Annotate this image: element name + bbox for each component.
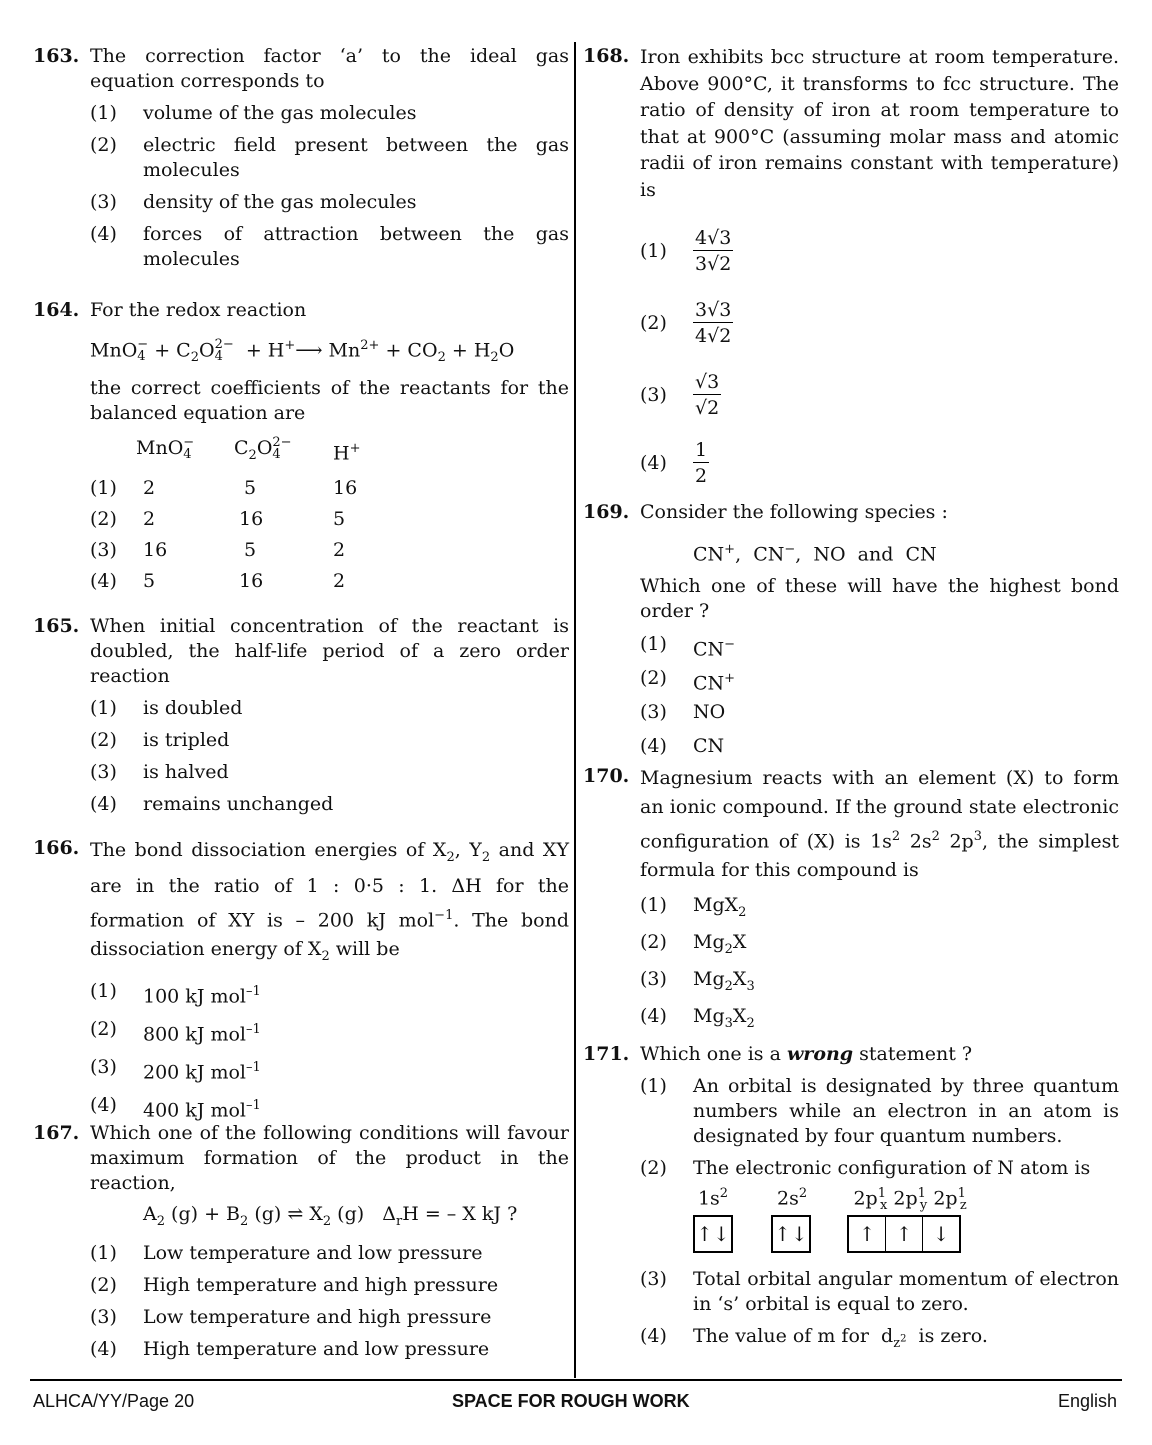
question-number: 168. bbox=[583, 45, 630, 67]
option-2: (2) CN+ bbox=[640, 667, 736, 695]
question-171 bbox=[583, 1042, 1119, 1356]
question-stem: For the redox reaction bbox=[90, 299, 307, 321]
option-2: (2) electric field present between the gas molecules bbox=[90, 134, 569, 181]
option-3: (3) $Mg_2X_3$ bbox=[640, 968, 755, 995]
question-stem: The correction factor ‘a’ to the ideal gas equation corresponds to bbox=[90, 45, 569, 92]
option-4: (4) remains unchanged bbox=[90, 793, 334, 815]
question-165 bbox=[33, 614, 569, 836]
question-170 bbox=[583, 764, 1119, 1042]
language-label: English bbox=[1058, 1391, 1118, 1411]
option-3: (3) is halved bbox=[90, 761, 229, 783]
option-4: (4) High temperature and low pressure bbox=[90, 1337, 490, 1360]
option-2: (2) 2 16 5 bbox=[90, 508, 346, 531]
question-number: 171. bbox=[583, 1043, 630, 1065]
option-1: (1) 2 5 16 bbox=[90, 477, 358, 500]
question-168 bbox=[583, 44, 1119, 494]
option-2: (2) 800 kJ mol$^{-1}$ bbox=[90, 1017, 261, 1046]
orbital-box-1s: ↑↓ bbox=[693, 1215, 733, 1253]
coefficient-header: MnO− 4 $C_2O2-$ 4 H+ bbox=[136, 435, 361, 465]
right-column bbox=[583, 44, 1119, 1356]
option-4: (4) forces of attraction between the gas molecules bbox=[90, 223, 569, 270]
question-169 bbox=[583, 500, 1119, 764]
orbital-box-2p: ↑ ↑ ↓ bbox=[847, 1215, 961, 1253]
option-1: (1) is doubled bbox=[90, 697, 243, 719]
option-2: (2) The electronic configuration of N atom is bbox=[640, 1157, 1091, 1179]
question-stem: When initial concentration of the reactant is doubled, the half-life period of a zero order reaction bbox=[90, 615, 569, 687]
option-1: (1) volume of the gas molecules bbox=[90, 102, 417, 124]
left-column bbox=[33, 44, 569, 1362]
species-list: CN+, CN−, NO and CN bbox=[693, 542, 937, 566]
question-stem: Iron exhibits bcc structure at room temperature. Above 900°C, it transforms to fcc structure. The ratio of density of iron at room temperature to that at 900°C (assuming molar mass and atomic radii of iron remains constant with temperature) is bbox=[640, 46, 1119, 201]
option-4: (4) 400 kJ mol$^{-1}$ bbox=[90, 1093, 261, 1122]
option-4: (4) $Mg_3X_2$ bbox=[640, 1005, 755, 1032]
rough-work-label: SPACE FOR ROUGH WORK bbox=[452, 1391, 690, 1411]
option-2: (2) is tripled bbox=[90, 729, 230, 751]
question-stem: Magnesium reacts with an element (X) to form an ionic compound. If the ground state electronic configuration of (X) is $1s^2$ $2s^2$ $2p^3$, the simplest formula for this compound is bbox=[640, 767, 1119, 882]
page-id: ALHCA/YY/Page 20 bbox=[33, 1391, 195, 1411]
option-1: (1) 100 kJ mol$^{-1}$ bbox=[90, 979, 261, 1008]
question-number: 165. bbox=[33, 615, 80, 637]
option-2: (2) $\frac{3√3}{4√2}$ bbox=[640, 298, 732, 347]
footer-rule bbox=[30, 1379, 1122, 1381]
option-1: (1) Low temperature and low pressure bbox=[90, 1241, 483, 1264]
orbital-box-2s: ↑↓ bbox=[771, 1215, 811, 1253]
orbital-diagram: $1s^2$ $2s^2$ $2p^1_x$ $2p^1_y$ $2p^1_z$ ↑↓ ↑↓ ↑ ↑ ↓ bbox=[640, 1181, 1119, 1261]
question-166 bbox=[33, 836, 569, 1121]
question-164 bbox=[33, 298, 569, 614]
question-stem-2: the correct coefficients of the reactants for the balanced equation are bbox=[90, 377, 569, 425]
option-2: (2) High temperature and high pressure bbox=[90, 1273, 499, 1296]
option-3: (3) Low temperature and high pressure bbox=[90, 1305, 492, 1328]
question-number: 166. bbox=[33, 837, 80, 859]
option-1: (1) MgX$_2$ bbox=[640, 894, 747, 921]
option-3: (3) Total orbital angular momentum of electron in ‘s’ orbital is equal to zero. bbox=[640, 1268, 1119, 1315]
option-1: (1) An orbital is designated by three quantum numbers while an electron in an atom is designated by four quantum numbers. bbox=[640, 1075, 1119, 1147]
equilibrium-equation: $A_2$ $(g) + B_2$ (g) ⇌ $X_2$ (g) $\Delta_rH$ = – X kJ ? bbox=[143, 1203, 518, 1229]
column-divider bbox=[574, 42, 576, 1378]
question-number: 163. bbox=[33, 45, 80, 67]
question-number: 167. bbox=[33, 1122, 80, 1144]
option-1: (1) $\frac{4√3}{3√2}$ bbox=[640, 226, 732, 275]
redox-equation: MnO− $4 + C_2O2-$ 4 + H+⟶ $Mn^{2+} + CO_2 + H_2O$ bbox=[90, 337, 515, 366]
question-stem: Which one is a wrong statement ? bbox=[640, 1043, 973, 1065]
question-number: 169. bbox=[583, 501, 630, 523]
option-3: (3) 16 5 2 bbox=[90, 539, 346, 562]
option-4: (4) 5 16 2 bbox=[90, 570, 346, 593]
option-4: (4) The value of m for $d_{z^2}$ is zero. bbox=[640, 1325, 988, 1351]
option-3: (3) density of the gas molecules bbox=[90, 191, 417, 213]
question-number: 164. bbox=[33, 299, 80, 321]
option-2: (2) $Mg_2X$ bbox=[640, 931, 747, 958]
option-3: (3) NO bbox=[640, 701, 726, 724]
question-stem: The bond dissociation energies of $X_2$, $Y_2$ and XY are in the ratio of 1 : 0·5 : 1. ΔH for the formation of XY is – 200 kJ mol$^{-1}$. The bond dissociation energy of $X_2$ will be bbox=[90, 839, 569, 964]
option-1: (1) CN− bbox=[640, 633, 736, 661]
question-number: 170. bbox=[583, 765, 630, 787]
question-163 bbox=[33, 44, 569, 280]
question-stem-2: Which one of these will have the highest bond order ? bbox=[640, 575, 1119, 623]
option-4: (4) $\frac{1}{2}$ bbox=[640, 438, 708, 487]
question-167 bbox=[33, 1121, 569, 1362]
question-stem: Consider the following species : bbox=[640, 501, 948, 523]
question-stem: Which one of the following conditions will favour maximum formation of the product in the reaction, bbox=[90, 1122, 569, 1194]
option-3: (3) 200 kJ mol$^{-1}$ bbox=[90, 1055, 261, 1084]
option-4: (4) CN bbox=[640, 735, 725, 758]
option-3: (3) $\frac{√3}{√2}$ bbox=[640, 370, 720, 419]
